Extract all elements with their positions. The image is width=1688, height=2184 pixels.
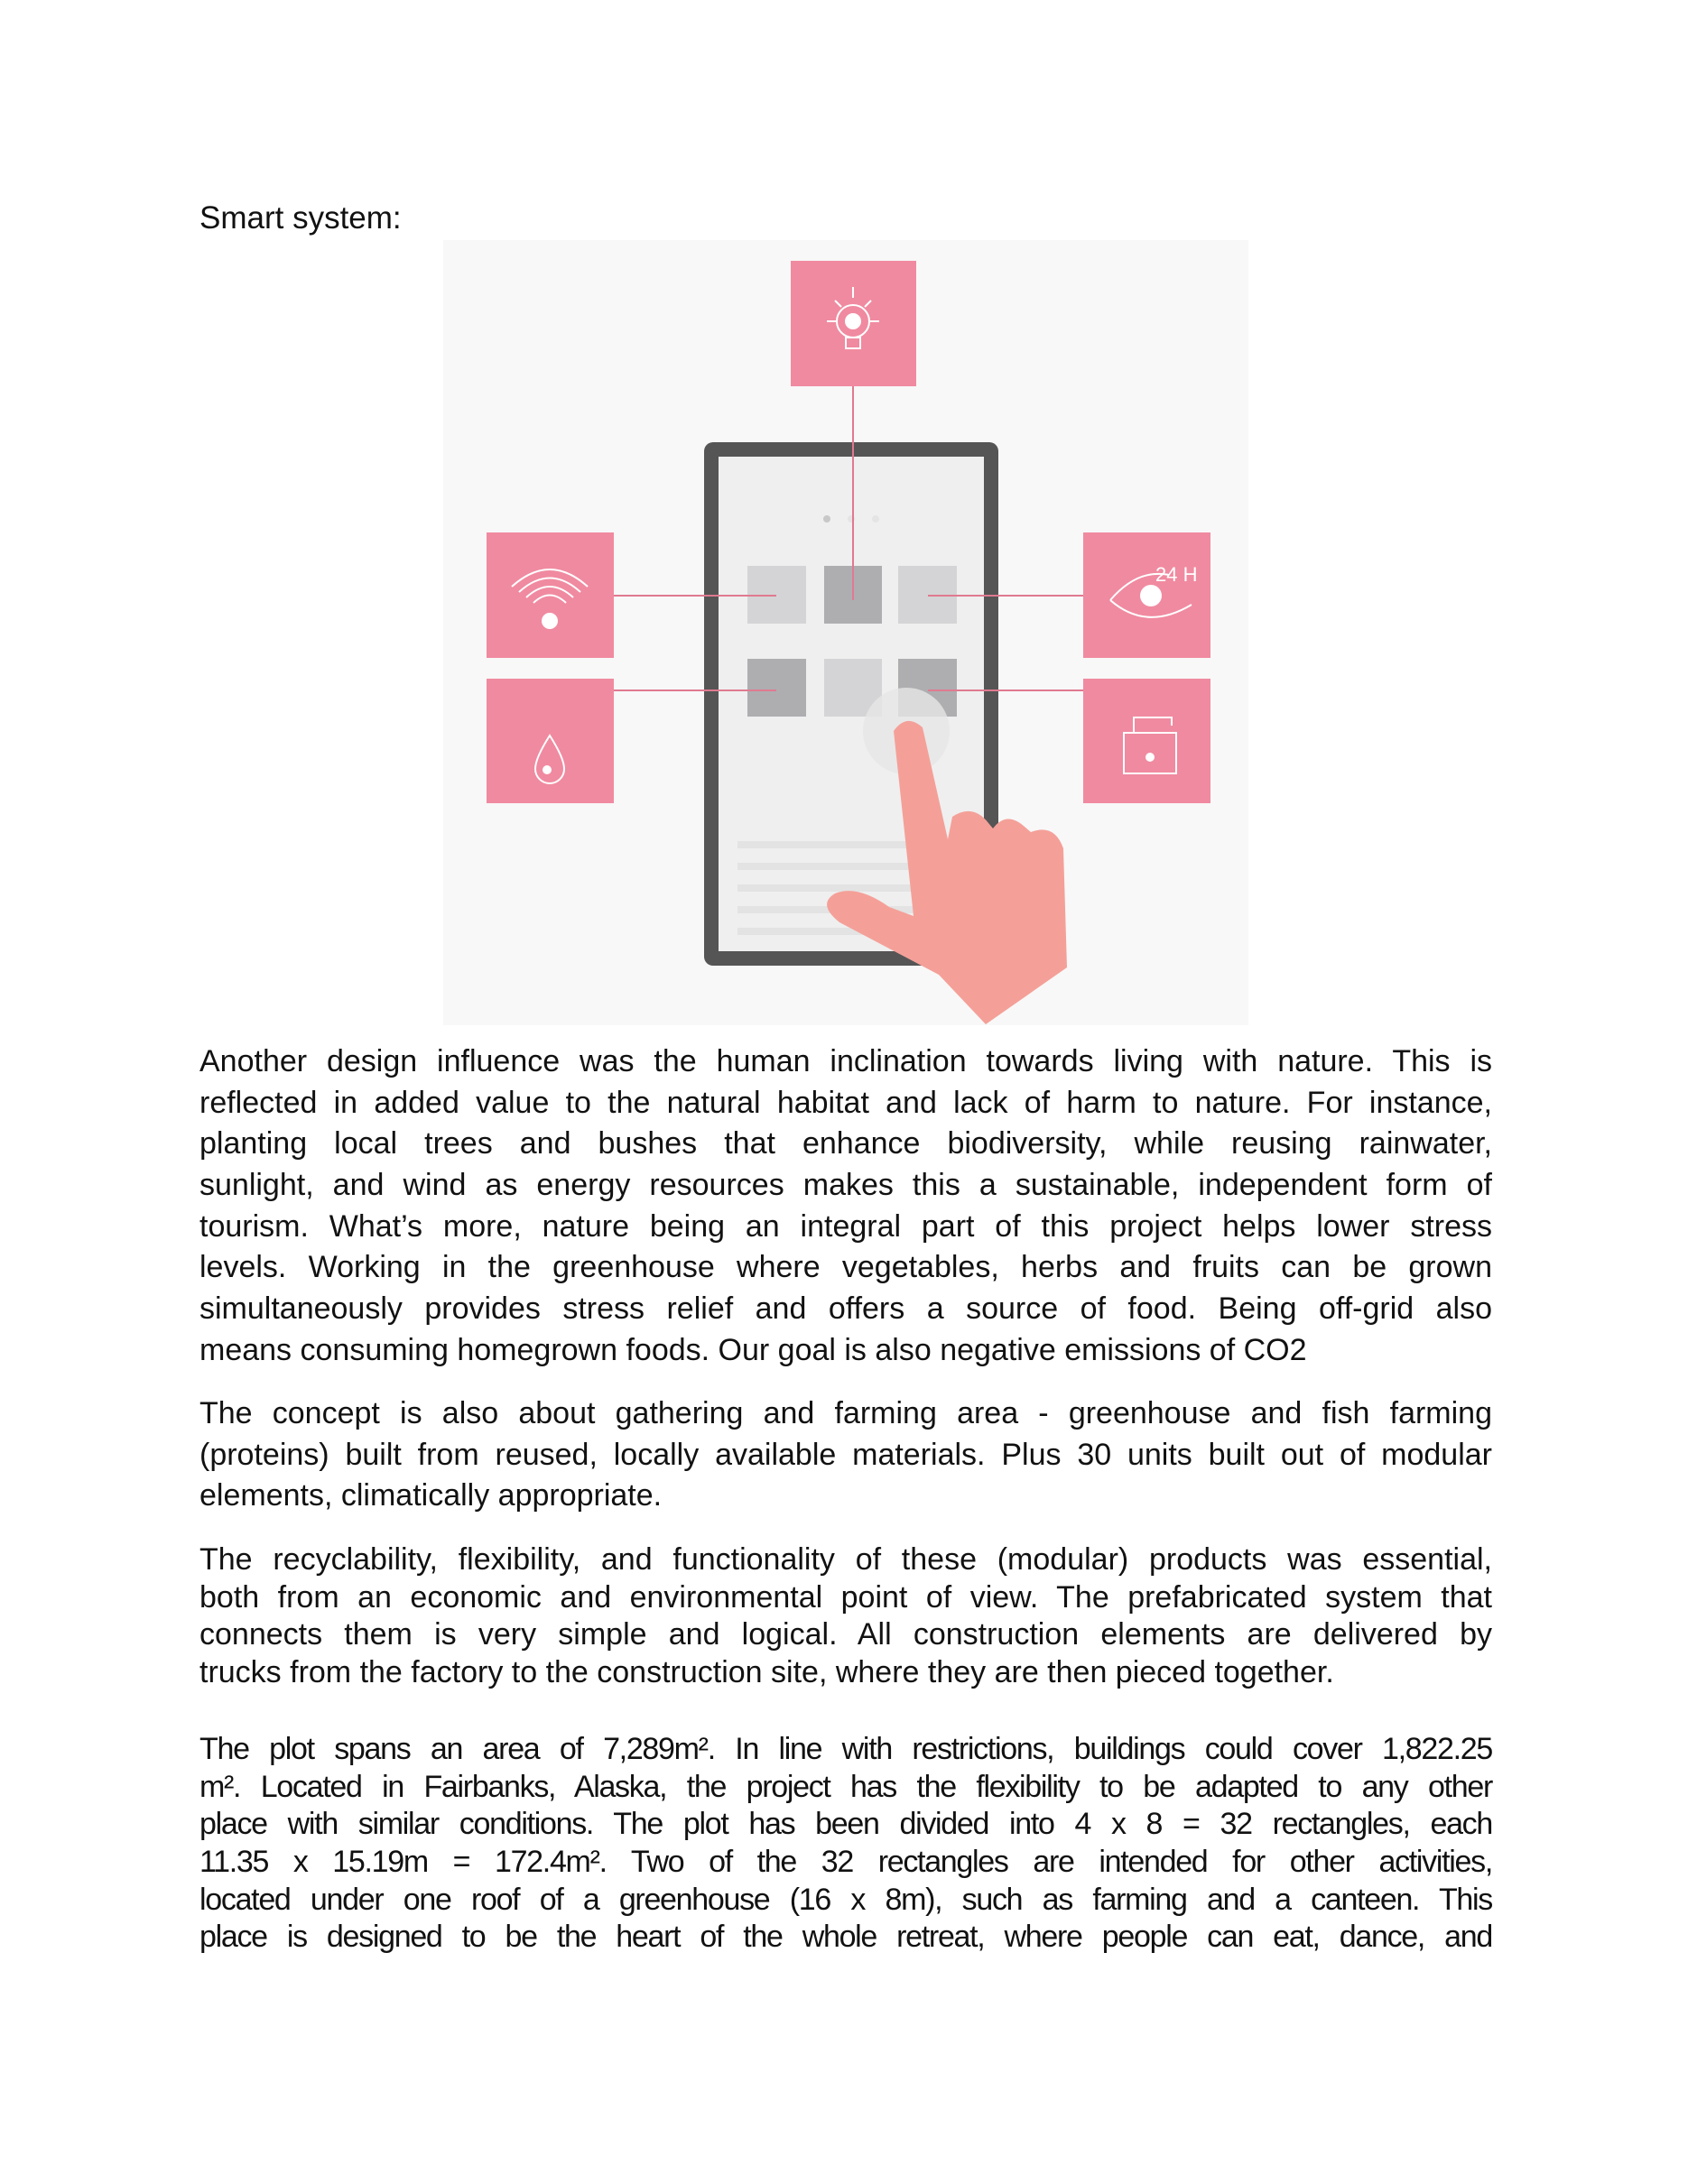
text-line: sunlight, and wind as energy resources makes this a sustainable, independent form of	[199, 1168, 1492, 1203]
text-line: place is designed to be the heart of the whole retreat, where people can eat, dance, and	[199, 1920, 1492, 1955]
text-line: The plot spans an area of 7,289m². In line with restrictions, buildings could cover 1,822.25	[199, 1732, 1492, 1766]
text-line: m². Located in Fairbanks, Alaska, the project has the flexibility to be adapted to any other	[199, 1769, 1492, 1804]
paragraph-concept	[199, 1393, 1492, 1517]
text-line: levels. Working in the greenhouse where vegetables, herbs and fruits can be grown	[199, 1250, 1492, 1285]
text-line: place with similar conditions. The plot has been divided into 4 x 8 = 32 rectangles, each	[199, 1807, 1492, 1842]
section-heading: Smart system:	[199, 200, 402, 236]
water-drop-icon	[487, 679, 614, 803]
smart-system-illustration	[0, 0, 1688, 1083]
eye-24h-icon	[1083, 532, 1210, 658]
text-line: connects them is very simple and logical. All construction elements are delivered by	[199, 1617, 1492, 1652]
lock-icon	[1083, 679, 1210, 803]
wifi-icon	[487, 532, 614, 658]
text-line: located under one roof of a greenhouse (16 x 8m), such as farming and a canteen. This	[199, 1882, 1492, 1917]
text-line: reflected in added value to the natural habitat and lack of harm to nature. For instance,	[199, 1085, 1492, 1120]
paragraph-nature-influence	[199, 1041, 1492, 1372]
text-line: Another design influence was the human inclination towards living with nature. This is	[199, 1044, 1492, 1078]
text-line: planting local trees and bushes that enhance biodiversity, while reusing rainwater,	[199, 1126, 1492, 1161]
paragraph-recyclability	[199, 1541, 1492, 1692]
text-line: The concept is also about gathering and farming area - greenhouse and fish farming	[199, 1396, 1492, 1430]
eye-label: 24 H	[1155, 563, 1198, 586]
text-line: tourism. What’s more, nature being an integral part of this project helps lower stress	[199, 1208, 1492, 1244]
text-line: simultaneously provides stress relief and offers a source of food. Being off-grid also	[199, 1291, 1492, 1327]
text-line: The recyclability, flexibility, and functionality of these (modular) products was essential,	[199, 1542, 1492, 1577]
app-tile	[747, 659, 806, 717]
text-line: means consuming homegrown foods. Our goal is also negative emissions of CO2	[199, 1332, 1307, 1367]
text-line: both from an economic and environmental point of view. The prefabricated system that	[199, 1579, 1492, 1615]
lightbulb-icon	[791, 261, 916, 386]
text-line: trucks from the factory to the construction site, where they are then pieced together.	[199, 1655, 1334, 1690]
paragraph-plot	[199, 1731, 1492, 1957]
text-line: (proteins) built from reused, locally available materials. Plus 30 units built out of modular	[199, 1437, 1492, 1472]
text-line: elements, climatically appropriate.	[199, 1478, 663, 1513]
text-line: 11.35 x 15.19m = 172.4m². Two of the 32 rectangles are intended for other activities,	[199, 1845, 1492, 1880]
